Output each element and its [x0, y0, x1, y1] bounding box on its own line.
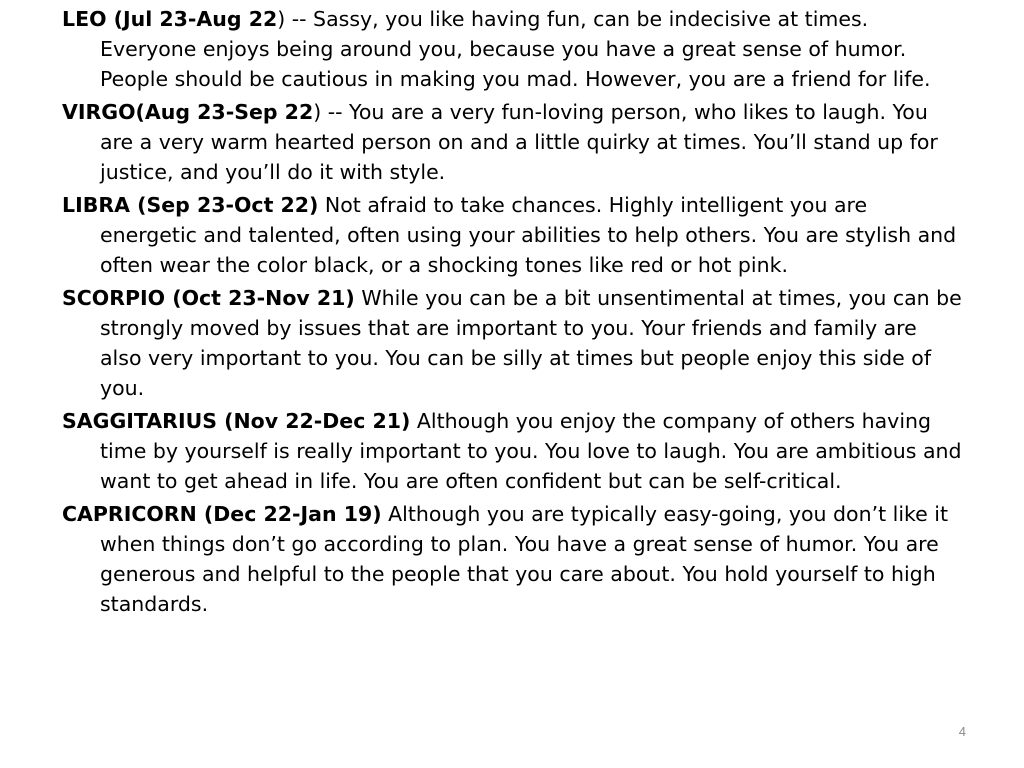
list-item-leo	[62, 4, 962, 94]
sign-heading-capricorn: CAPRICORN (Dec 22-Jan 19)	[62, 502, 382, 526]
sign-description-scorpio: While you can be a bit unsentimental at times, you can be strongly moved by issues that are important to you. Your friends and family are also very important to you. You can be silly at times but people enjoy this side of you.	[100, 286, 962, 400]
zodiac-list	[62, 4, 962, 619]
list-item-sagittarius	[62, 406, 962, 496]
sign-description-virgo: ) -- You are a very fun-loving person, who likes to laugh. You are a very warm hearted person on and a little quirky at times. You’ll stand up for justice, and you’ll do it with style.	[100, 100, 938, 184]
sign-description-libra: Not afraid to take chances. Highly intelligent you are energetic and talented, often using your abilities to help others. You are stylish and often wear the color black, or a shocking tones like red or hot pink.	[100, 193, 957, 277]
list-item-capricorn	[62, 499, 962, 619]
list-item-scorpio	[62, 283, 962, 403]
sign-heading-libra: LIBRA (Sep 23-Oct 22)	[62, 193, 319, 217]
list-item-libra	[62, 190, 962, 280]
list-item-virgo	[62, 97, 962, 187]
sign-description-capricorn: Although you are typically easy-going, you don’t like it when things don’t go according to plan. You have a great sense of humor. You are generous and helpful to the people that you care about. You hold yourself to high standards.	[100, 502, 949, 616]
sign-description-leo: ) -- Sassy, you like having fun, can be indecisive at times. Everyone enjoys being around you, because you have a great sense of humor. People should be cautious in making you mad. However, you are a friend for life.	[100, 7, 931, 91]
sign-heading-virgo: VIRGO(Aug 23-Sep 22	[62, 100, 314, 124]
sign-description-sagittarius: Although you enjoy the company of others having time by yourself is really important to you. You love to laugh. You are ambitious and want to get ahead in life. You are often confident but can be self-critical.	[100, 409, 962, 493]
sign-heading-scorpio: SCORPIO (Oct 23-Nov 21)	[62, 286, 355, 310]
sign-heading-leo: LEO (Jul 23-Aug 22	[62, 7, 278, 31]
page-number: 4	[958, 724, 966, 739]
sign-heading-sagittarius: SAGGITARIUS (Nov 22-Dec 21)	[62, 409, 411, 433]
